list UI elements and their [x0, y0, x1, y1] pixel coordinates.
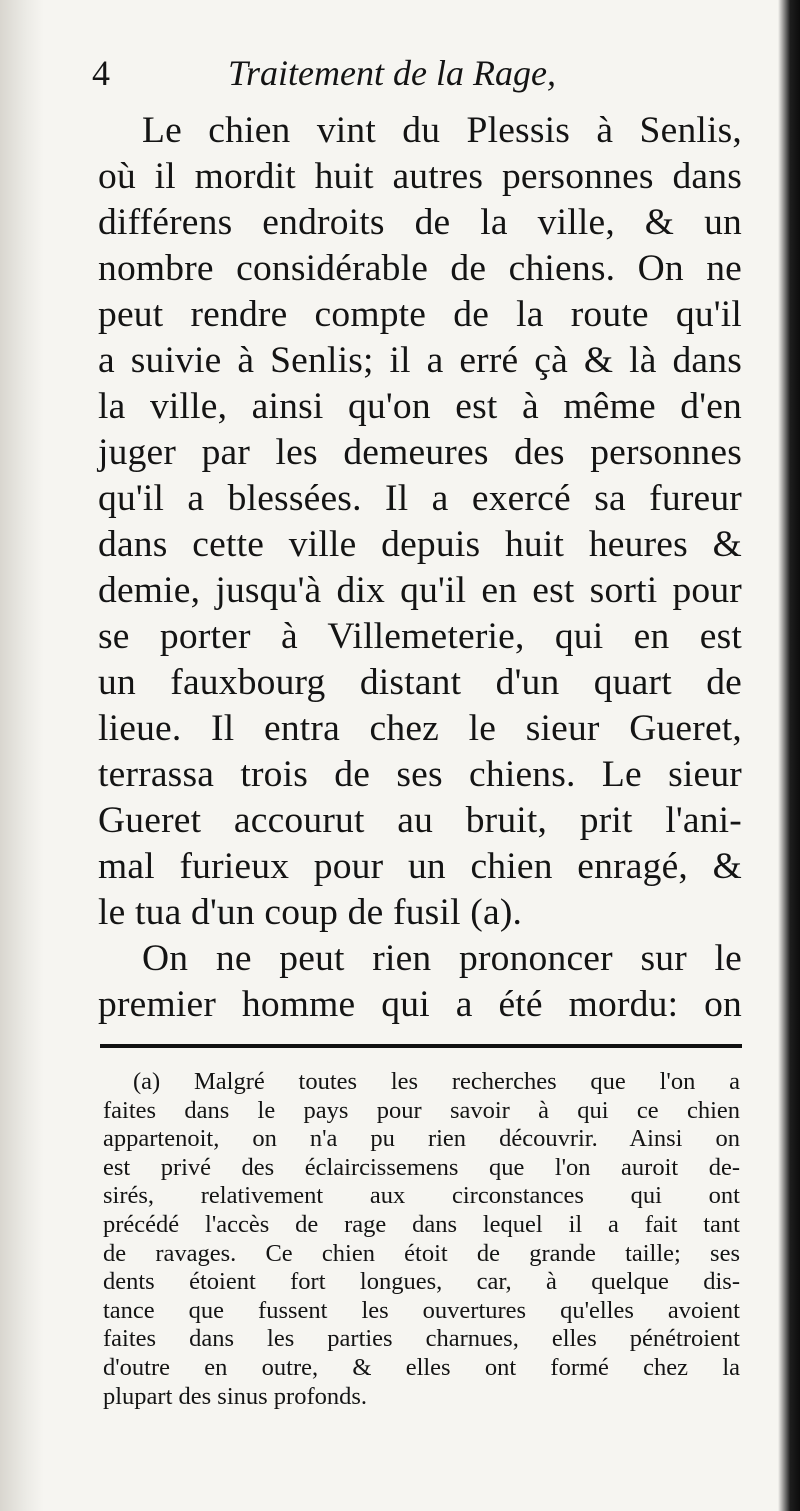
footnote-line: (a) Malgré toutes les recherches que l'on a [133, 1068, 740, 1095]
footnote-line: plupart des sinus profonds. [103, 1382, 368, 1410]
text-line: premier homme qui a été mordu: on [98, 984, 742, 1025]
text-line: terrassa trois de ses chiens. Le sieur [98, 754, 742, 795]
text-line: un fauxbourg distant d'un quart de [98, 662, 742, 703]
page-header [92, 52, 732, 112]
footnote-line: faites dans les parties charnues, elles pénétroient [103, 1325, 740, 1353]
page-number: 4 [92, 53, 110, 93]
footnote-line: tance que fussent les ouvertures qu'elles avoient [103, 1296, 740, 1324]
footnote-line: est privé des éclaircissemens que l'on auroit de- [103, 1153, 740, 1181]
text-line: se porter à Villemeterie, qui en est [98, 616, 742, 657]
footnote [103, 1068, 740, 1411]
footnote-rule [100, 1044, 742, 1048]
text-line: lieue. Il entra chez le sieur Gueret, [98, 708, 742, 749]
text-line: mal furieux pour un chien enragé, & [98, 846, 742, 887]
text-line: différens endroits de la ville, & un [98, 202, 742, 243]
footnote-line: faites dans le pays pour savoir à qui ce chien [103, 1096, 740, 1124]
text-line: la ville, ainsi qu'on est à même d'en [98, 386, 742, 427]
text-line: nombre considérable de chiens. On ne [98, 248, 742, 289]
footnote-line: appartenoit, on n'a pu rien découvrir. Ainsi on [103, 1125, 740, 1153]
text-line: Gueret accourut au bruit, prit l'ani- [98, 800, 742, 841]
footnote-line: de ravages. Ce chien étoit de grande taille; ses [103, 1239, 740, 1267]
footnote-line: dents étoient fort longues, car, à quelque dis- [103, 1268, 740, 1296]
text-line: peut rendre compte de la route qu'il [98, 294, 742, 335]
text-line: a suivie à Senlis; il a erré çà & là dans [98, 340, 742, 381]
text-line: demie, jusqu'à dix qu'il en est sorti pour [98, 570, 742, 611]
running-title: Traitement de la Rage, [228, 53, 556, 93]
page-gutter-shadow [0, 0, 44, 1511]
page-edge-shadow [778, 0, 800, 1511]
main-text [98, 108, 742, 1028]
text-line: dans cette ville depuis huit heures & [98, 524, 742, 565]
text-line: qu'il a blessées. Il a exercé sa fureur [98, 478, 742, 519]
text-line: Le chien vint du Plessis à Senlis, [142, 110, 742, 151]
footnote-line: sirés, relativement aux circonstances qui ont [103, 1182, 740, 1210]
footnote-line: précédé l'accès de rage dans lequel il a fait tant [103, 1210, 740, 1238]
text-line: le tua d'un coup de fusil (a). [98, 892, 523, 933]
text-line: juger par les demeures des personnes [98, 432, 742, 473]
footnote-line: d'outre en outre, & elles ont formé chez la [103, 1353, 740, 1381]
text-line: On ne peut rien prononcer sur le [142, 938, 742, 979]
text-line: où il mordit huit autres personnes dans [98, 156, 742, 197]
